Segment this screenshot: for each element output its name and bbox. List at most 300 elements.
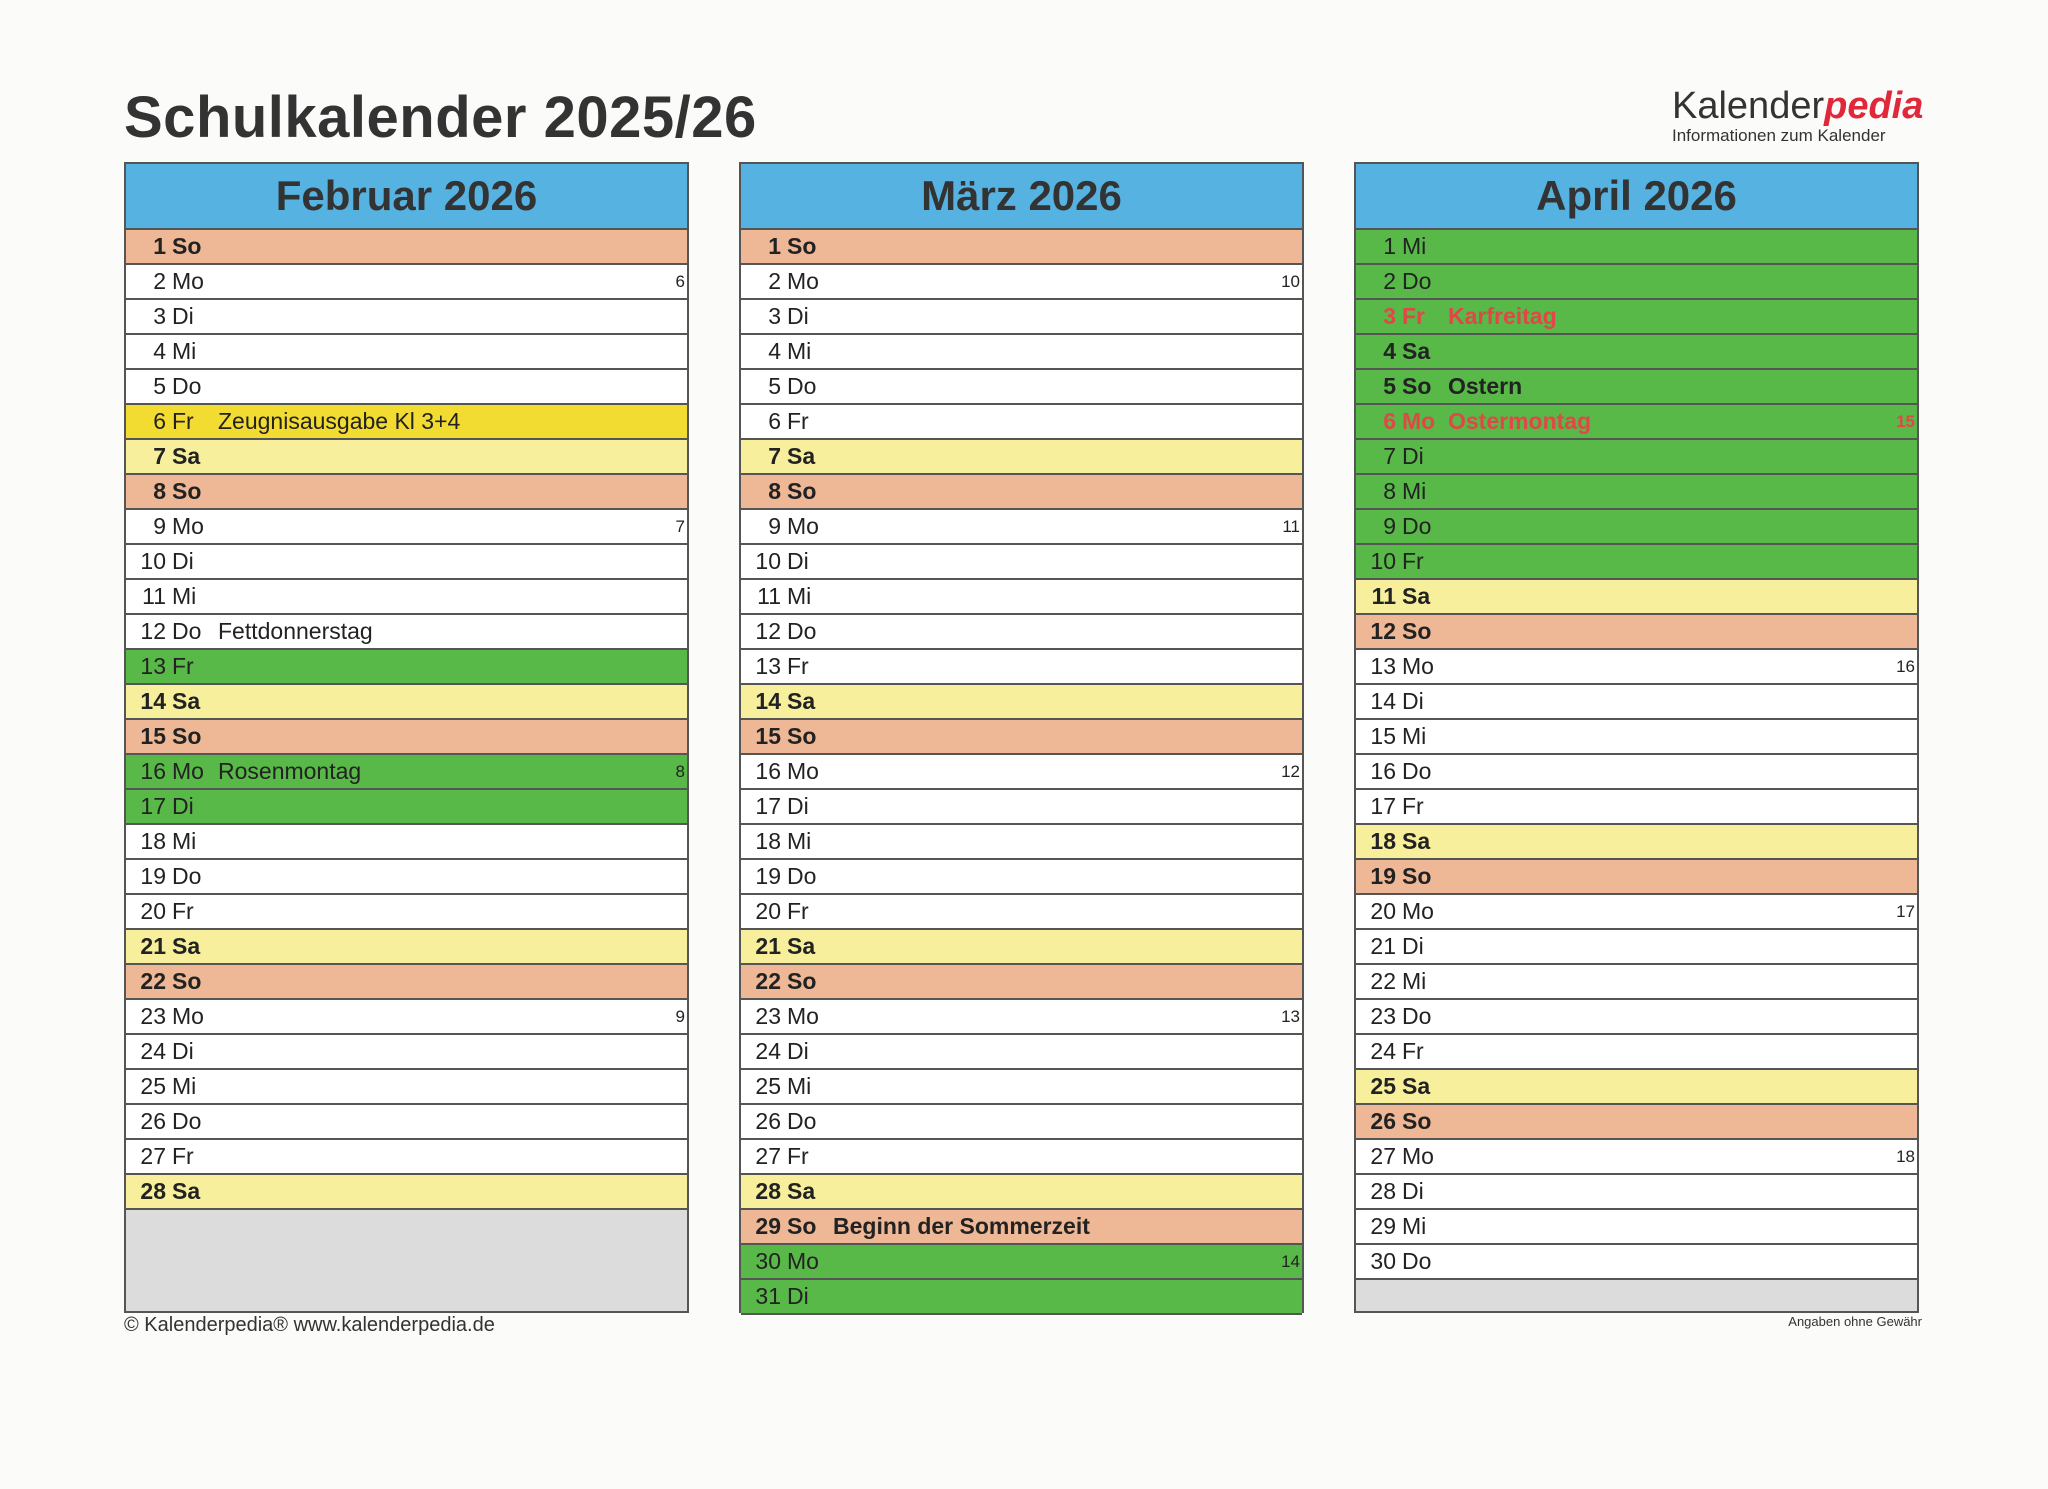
day-number: 19: [755, 863, 781, 889]
weekday: Fr: [787, 1143, 809, 1169]
day-number: 26: [1370, 1108, 1396, 1134]
day-row: [1356, 1035, 1917, 1070]
weekday: Di: [1402, 1178, 1424, 1204]
weekday: So: [172, 723, 202, 749]
day-row: [1356, 790, 1917, 825]
day-row: [126, 510, 687, 545]
weekday: Do: [787, 373, 817, 399]
day-row: [741, 265, 1302, 300]
day-row: [741, 1000, 1302, 1035]
week-number: 17: [1896, 902, 1915, 921]
day-number: 5: [1383, 373, 1396, 399]
day-row: [1356, 965, 1917, 1000]
day-row: [741, 1140, 1302, 1175]
page-title: Schulkalender 2025/26: [124, 85, 757, 150]
weekday: Sa: [1402, 1073, 1431, 1099]
day-number: 20: [1370, 898, 1396, 924]
day-row: [741, 440, 1302, 475]
day-row: [1356, 1245, 1917, 1280]
day-number: 27: [1370, 1143, 1396, 1169]
day-number: 21: [1370, 933, 1396, 959]
event-label: Ostermontag: [1448, 408, 1592, 434]
day-row: [126, 265, 687, 300]
disclaimer-text: Angaben ohne Gewähr: [1788, 1314, 1922, 1329]
weekday: Do: [172, 1108, 202, 1134]
weekday: Mo: [172, 758, 204, 784]
logo-brand-main: Kalender: [1672, 85, 1825, 127]
day-number: 4: [1383, 338, 1396, 364]
weekday: Mi: [1402, 478, 1427, 504]
day-row: [126, 615, 687, 650]
day-row: [741, 510, 1302, 545]
weekday: Mi: [1402, 723, 1427, 749]
day-row: [741, 1245, 1302, 1280]
day-row: [741, 965, 1302, 1000]
day-row: [1356, 1210, 1917, 1245]
weekday: Do: [1402, 1248, 1432, 1274]
day-row: [741, 1070, 1302, 1105]
weekday: Mo: [787, 268, 819, 294]
day-number: 25: [755, 1073, 781, 1099]
week-number: 13: [1281, 1007, 1300, 1026]
weekday: Mo: [1402, 408, 1436, 434]
day-row: [741, 230, 1302, 265]
month-header: April 2026: [1356, 164, 1917, 230]
weekday: Fr: [1402, 1038, 1424, 1064]
weekday: Do: [1402, 1003, 1432, 1029]
weekday: So: [787, 723, 817, 749]
day-row: [126, 1035, 687, 1070]
weekday: So: [787, 1213, 817, 1239]
weekday: Do: [172, 373, 202, 399]
day-row: [741, 685, 1302, 720]
weekday: Mo: [1402, 1143, 1434, 1169]
event-label: Ostern: [1448, 373, 1523, 399]
day-number: 2: [1383, 268, 1396, 294]
day-number: 9: [768, 513, 781, 539]
day-number: 17: [140, 793, 166, 819]
day-number: 25: [1370, 1073, 1396, 1099]
day-number: 8: [153, 478, 166, 504]
weekday: Sa: [1402, 338, 1431, 364]
day-row: [741, 790, 1302, 825]
day-list: [1356, 230, 1917, 1280]
day-list: [126, 230, 687, 1210]
day-row: [126, 650, 687, 685]
event-label: Beginn der Sommerzeit: [833, 1213, 1090, 1239]
day-row: [1356, 300, 1917, 335]
day-row: [1356, 825, 1917, 860]
weekday: Di: [172, 1038, 194, 1064]
day-number: 13: [755, 653, 781, 679]
weekday: Di: [1402, 443, 1424, 469]
day-row: [1356, 580, 1917, 615]
week-number: 9: [675, 1007, 685, 1026]
day-row: [126, 1175, 687, 1210]
day-number: 6: [768, 408, 781, 434]
week-number: 16: [1896, 657, 1915, 676]
day-row: [126, 580, 687, 615]
day-number: 26: [755, 1108, 781, 1134]
day-number: 12: [1370, 618, 1396, 644]
weekday: So: [1402, 1108, 1432, 1134]
day-number: 20: [755, 898, 781, 924]
weekday: Sa: [787, 688, 816, 714]
day-number: 6: [1383, 408, 1396, 434]
weekday: Sa: [787, 443, 816, 469]
weekday: Do: [1402, 268, 1432, 294]
weekday: Fr: [787, 408, 809, 434]
logo-tagline: Informationen zum Kalender: [1672, 126, 1886, 145]
weekday: Fr: [1402, 548, 1424, 574]
day-number: 22: [1370, 968, 1396, 994]
day-row: [126, 440, 687, 475]
weekday: Fr: [787, 653, 809, 679]
day-row: [741, 1280, 1302, 1315]
weekday: Mi: [172, 828, 197, 854]
weekday: Mo: [787, 1003, 819, 1029]
day-list: [741, 230, 1302, 1315]
weekday: Do: [787, 863, 817, 889]
weekday: Mo: [1402, 898, 1434, 924]
day-number: 10: [1370, 548, 1396, 574]
weekday: Fr: [1402, 303, 1425, 329]
day-row: [1356, 545, 1917, 580]
month-april: [1354, 162, 1919, 1313]
weekday: Mo: [787, 758, 819, 784]
weekday: Fr: [1402, 793, 1424, 819]
day-row: [1356, 755, 1917, 790]
day-number: 18: [755, 828, 781, 854]
day-number: 11: [1371, 583, 1396, 609]
day-number: 16: [755, 758, 781, 784]
month-february: [124, 162, 689, 1313]
weekday: Di: [787, 1038, 809, 1064]
weekday: Sa: [172, 1178, 201, 1204]
day-row: [741, 1035, 1302, 1070]
day-row: [126, 335, 687, 370]
day-number: 19: [1370, 863, 1396, 889]
day-row: [741, 650, 1302, 685]
day-row: [1356, 895, 1917, 930]
day-number: 31: [755, 1283, 781, 1309]
day-number: 6: [153, 408, 166, 434]
day-number: 19: [140, 863, 166, 889]
day-row: [1356, 650, 1917, 685]
month-march: [739, 162, 1304, 1313]
day-number: 11: [142, 583, 166, 609]
weekday: Mo: [172, 513, 204, 539]
day-row: [741, 335, 1302, 370]
day-row: [741, 580, 1302, 615]
day-number: 28: [755, 1178, 781, 1204]
day-number: 9: [153, 513, 166, 539]
kalenderpedia-logo[interactable]: [1672, 86, 1922, 146]
weekday: So: [1402, 618, 1432, 644]
day-row: [1356, 405, 1917, 440]
weekday: Fr: [172, 898, 194, 924]
day-number: 28: [1370, 1178, 1396, 1204]
event-label: Karfreitag: [1448, 303, 1557, 329]
day-number: 20: [140, 898, 166, 924]
day-row: [741, 930, 1302, 965]
day-number: 10: [140, 548, 166, 574]
day-row: [741, 475, 1302, 510]
day-row: [741, 720, 1302, 755]
day-number: 12: [140, 618, 166, 644]
day-row: [1356, 1105, 1917, 1140]
weekday: Sa: [172, 443, 201, 469]
day-number: 1: [768, 233, 781, 259]
weekday: Sa: [1402, 828, 1431, 854]
day-number: 1: [1383, 233, 1396, 259]
day-number: 3: [153, 303, 166, 329]
weekday: Fr: [787, 898, 809, 924]
day-row: [1356, 860, 1917, 895]
day-number: 26: [140, 1108, 166, 1134]
weekday: Sa: [1402, 583, 1431, 609]
weekday: Sa: [787, 1178, 816, 1204]
day-row: [1356, 615, 1917, 650]
weekday: Sa: [172, 688, 201, 714]
day-number: 13: [140, 653, 166, 679]
weekday: Mi: [787, 828, 812, 854]
day-row: [741, 895, 1302, 930]
day-row: [126, 685, 687, 720]
logo-brand: [1672, 86, 1922, 126]
week-number: 12: [1281, 762, 1300, 781]
weekday: Do: [787, 618, 817, 644]
weekday: Do: [172, 863, 202, 889]
day-row: [126, 860, 687, 895]
week-number: 7: [675, 517, 685, 536]
week-number: 6: [675, 272, 685, 291]
weekday: So: [172, 478, 202, 504]
day-number: 27: [140, 1143, 166, 1169]
day-row: [126, 475, 687, 510]
day-row: [126, 895, 687, 930]
day-row: [126, 720, 687, 755]
day-row: [741, 825, 1302, 860]
weekday: Mi: [1402, 1213, 1427, 1239]
day-number: 18: [1370, 828, 1396, 854]
weekday: Mo: [787, 1248, 819, 1274]
day-number: 22: [755, 968, 781, 994]
weekday: Di: [172, 548, 194, 574]
day-number: 18: [140, 828, 166, 854]
day-row: [1356, 720, 1917, 755]
weekday: Do: [787, 1108, 817, 1134]
day-number: 16: [1370, 758, 1396, 784]
day-row: [126, 1105, 687, 1140]
day-row: [741, 860, 1302, 895]
day-number: 29: [1370, 1213, 1396, 1239]
day-number: 13: [1370, 653, 1396, 679]
day-row: [1356, 930, 1917, 965]
day-row: [126, 545, 687, 580]
day-number: 11: [757, 583, 781, 609]
week-number: 11: [1282, 517, 1300, 536]
weekday: Mo: [172, 1003, 204, 1029]
day-row: [741, 405, 1302, 440]
day-row: [741, 1175, 1302, 1210]
weekday: Sa: [787, 933, 816, 959]
day-number: 24: [140, 1038, 166, 1064]
day-row: [1356, 335, 1917, 370]
day-row: [1356, 475, 1917, 510]
day-number: 4: [768, 338, 781, 364]
weekday: So: [1402, 373, 1432, 399]
weekday: Do: [172, 618, 202, 644]
weekday: Mi: [1402, 968, 1427, 994]
weekday: Di: [172, 793, 194, 819]
day-number: 30: [755, 1248, 781, 1274]
day-number: 14: [1370, 688, 1396, 714]
weekday: Fr: [172, 653, 194, 679]
day-number: 5: [768, 373, 781, 399]
day-row: [741, 1210, 1302, 1245]
day-number: 27: [755, 1143, 781, 1169]
day-row: [126, 370, 687, 405]
day-row: [741, 370, 1302, 405]
day-row: [1356, 685, 1917, 720]
weekday: Do: [1402, 513, 1432, 539]
day-row: [126, 1070, 687, 1105]
day-row: [1356, 1175, 1917, 1210]
weekday: Mo: [172, 268, 204, 294]
day-number: 30: [1370, 1248, 1396, 1274]
weekday: Di: [787, 1283, 809, 1309]
day-row: [741, 755, 1302, 790]
day-row: [741, 545, 1302, 580]
day-number: 3: [768, 303, 781, 329]
day-row: [1356, 370, 1917, 405]
day-number: 10: [755, 548, 781, 574]
weekday: Mi: [787, 1073, 812, 1099]
day-number: 21: [140, 933, 166, 959]
weekday: So: [1402, 863, 1432, 889]
day-number: 24: [755, 1038, 781, 1064]
event-label: Rosenmontag: [218, 758, 362, 784]
event-label: Zeugnisausgabe Kl 3+4: [218, 408, 461, 434]
weekday: Di: [172, 303, 194, 329]
month-header: März 2026: [741, 164, 1302, 230]
week-number: 10: [1281, 272, 1300, 291]
day-row: [126, 930, 687, 965]
day-row: [126, 965, 687, 1000]
day-number: 14: [140, 688, 166, 714]
day-number: 7: [153, 443, 166, 469]
day-number: 29: [755, 1213, 781, 1239]
weekday: Do: [1402, 758, 1432, 784]
weekday: Di: [787, 303, 809, 329]
logo-brand-accent: pedia: [1824, 85, 1924, 127]
day-row: [126, 230, 687, 265]
weekday: Mo: [787, 513, 819, 539]
weekday: Di: [787, 793, 809, 819]
weekday: Mi: [1402, 233, 1427, 259]
day-number: 12: [755, 618, 781, 644]
day-number: 23: [140, 1003, 166, 1029]
day-number: 21: [755, 933, 781, 959]
day-number: 7: [768, 443, 781, 469]
day-row: [126, 405, 687, 440]
day-row: [126, 825, 687, 860]
day-row: [741, 615, 1302, 650]
weekday: Mi: [172, 338, 197, 364]
day-number: 8: [768, 478, 781, 504]
day-number: 15: [140, 723, 166, 749]
week-number: 18: [1896, 1147, 1915, 1166]
weekday: So: [172, 233, 202, 259]
day-row: [1356, 265, 1917, 300]
day-number: 15: [1370, 723, 1396, 749]
day-number: 23: [755, 1003, 781, 1029]
day-row: [1356, 1000, 1917, 1035]
day-number: 14: [755, 688, 781, 714]
event-label: Fettdonnerstag: [218, 618, 373, 644]
week-number: 14: [1281, 1252, 1300, 1271]
weekday: Fr: [172, 1143, 194, 1169]
day-number: 9: [1383, 513, 1396, 539]
weekday: Fr: [172, 408, 194, 434]
day-number: 16: [140, 758, 166, 784]
weekday: Mi: [172, 1073, 197, 1099]
day-row: [126, 300, 687, 335]
day-row: [126, 755, 687, 790]
day-number: 2: [768, 268, 781, 294]
weekday: Mi: [787, 583, 812, 609]
weekday: Di: [1402, 933, 1424, 959]
day-number: 2: [153, 268, 166, 294]
day-number: 5: [153, 373, 166, 399]
day-row: [126, 1000, 687, 1035]
weekday: Mo: [1402, 653, 1434, 679]
weekday: Mi: [172, 583, 197, 609]
weekday: Di: [1402, 688, 1424, 714]
day-row: [741, 300, 1302, 335]
day-row: [1356, 440, 1917, 475]
day-number: 25: [140, 1073, 166, 1099]
day-number: 17: [755, 793, 781, 819]
weekday: So: [172, 968, 202, 994]
day-row: [1356, 1140, 1917, 1175]
weekday: Sa: [172, 933, 201, 959]
day-number: 22: [140, 968, 166, 994]
copyright-text: © Kalenderpedia® www.kalenderpedia.de: [124, 1314, 495, 1336]
day-row: [741, 1105, 1302, 1140]
day-number: 23: [1370, 1003, 1396, 1029]
week-number: 8: [675, 762, 685, 781]
day-row: [126, 1140, 687, 1175]
weekday: So: [787, 478, 817, 504]
day-row: [1356, 510, 1917, 545]
day-number: 4: [153, 338, 166, 364]
day-number: 24: [1370, 1038, 1396, 1064]
day-number: 28: [140, 1178, 166, 1204]
weekday: Di: [787, 548, 809, 574]
month-header: Februar 2026: [126, 164, 687, 230]
weekday: Mi: [787, 338, 812, 364]
day-row: [1356, 230, 1917, 265]
day-number: 3: [1383, 303, 1396, 329]
weekday: So: [787, 233, 817, 259]
weekday: So: [787, 968, 817, 994]
day-number: 17: [1370, 793, 1396, 819]
day-number: 8: [1383, 478, 1396, 504]
day-row: [1356, 1070, 1917, 1105]
day-number: 1: [153, 233, 166, 259]
